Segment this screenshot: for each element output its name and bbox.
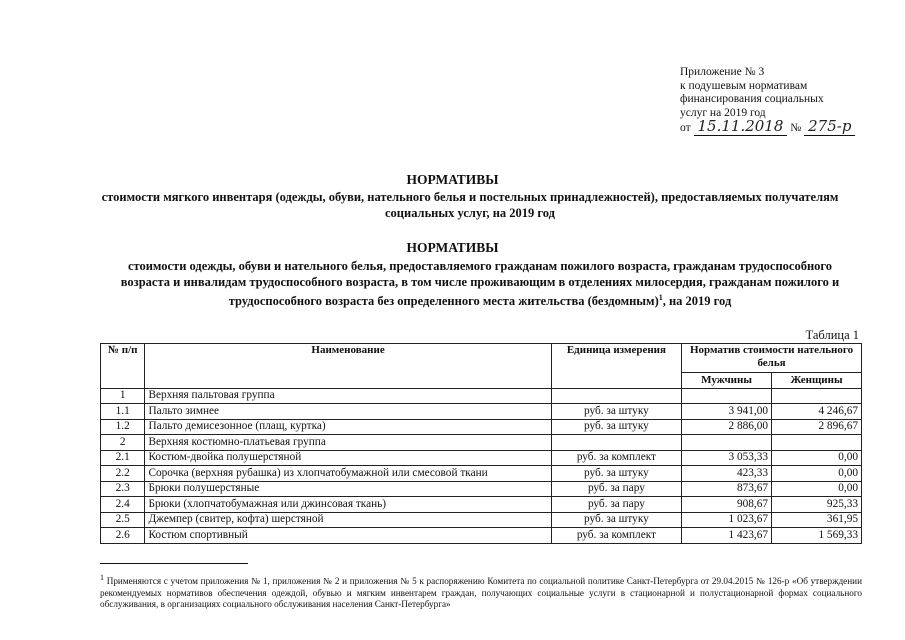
cell-unit: руб. за пару bbox=[551, 481, 681, 497]
number-prefix: № bbox=[790, 122, 802, 134]
footnote-divider bbox=[100, 563, 248, 564]
cell-men: 1 423,67 bbox=[682, 528, 772, 544]
section-subtitle-tail: , на 2019 год bbox=[662, 294, 732, 309]
table-row bbox=[101, 466, 862, 482]
cell-women: 0,00 bbox=[772, 466, 862, 482]
cell-women bbox=[772, 435, 862, 451]
cell-unit: руб. за штуку bbox=[551, 466, 681, 482]
cell-unit: руб. за штуку bbox=[551, 512, 681, 528]
handwritten-number: 275-р bbox=[804, 117, 855, 136]
header-unit: Единица измерения bbox=[551, 344, 681, 389]
date-prefix: от bbox=[680, 122, 691, 134]
table-row bbox=[101, 404, 862, 420]
cell-unit bbox=[551, 388, 681, 404]
appendix-line: к подушевым нормативам bbox=[680, 79, 808, 92]
header-men: Мужчины bbox=[682, 373, 772, 389]
appendix-date-row bbox=[680, 117, 855, 136]
cell-women: 0,00 bbox=[772, 481, 862, 497]
cell-no: 2.5 bbox=[101, 512, 145, 528]
cell-unit: руб. за штуку bbox=[551, 404, 681, 420]
cell-women: 4 246,67 bbox=[772, 404, 862, 420]
cell-unit: руб. за комплект bbox=[551, 528, 681, 544]
footnote-text: Применяются с учетом приложения № 1, приложения № 2 и приложения № 5 к распоряжению Комитета по социальной политике Санкт-Петербурга от 29.04.2015 № 126-р «Об утверждении рекомендуемых нормативов обеспечения одеждой, обувью и мягким инвентарем граждан, получающих социальные услуги в стационарной и полустационарной формах социального обслуживания, в организациях социального обслуживания населения Санкт-Петербурга» bbox=[100, 576, 862, 610]
appendix-block bbox=[680, 66, 855, 136]
cell-men: 1 023,67 bbox=[682, 512, 772, 528]
appendix-line: услуг на 2019 год bbox=[680, 106, 766, 119]
table-row bbox=[101, 481, 862, 497]
header-no: № п/п bbox=[101, 344, 145, 389]
cell-name: Джемпер (свитер, кофта) шерстяной bbox=[145, 512, 551, 528]
footnote-ref: 1 bbox=[658, 293, 663, 302]
cell-men: 423,33 bbox=[682, 466, 772, 482]
cell-no: 2.6 bbox=[101, 528, 145, 544]
cell-men bbox=[682, 435, 772, 451]
main-subtitle: стоимости мягкого инвентаря (одежды, обуви, нательного белья и постельных принадлежностей), предоставляемых получателям социальных услуг, на 2019 год bbox=[101, 190, 839, 220]
cell-name: Костюм-двойка полушерстяной bbox=[145, 450, 551, 466]
table-header-row bbox=[101, 344, 862, 373]
table-row bbox=[101, 512, 862, 528]
cell-no: 2.3 bbox=[101, 481, 145, 497]
table-row bbox=[101, 419, 862, 435]
cell-no: 2.1 bbox=[101, 450, 145, 466]
table-row bbox=[101, 497, 862, 513]
cell-men: 2 886,00 bbox=[682, 419, 772, 435]
cell-name: Верхняя костюмно-платьевая группа bbox=[145, 435, 551, 451]
cell-no: 2.2 bbox=[101, 466, 145, 482]
cell-name: Брюки (хлопчатобумажная или джинсовая ткань) bbox=[145, 497, 551, 513]
table-row bbox=[101, 435, 862, 451]
cell-name: Брюки полушерстяные bbox=[145, 481, 551, 497]
cell-name: Пальто зимнее bbox=[145, 404, 551, 420]
cell-name: Сорочка (верхняя рубашка) из хлопчатобумажной или смесовой ткани bbox=[145, 466, 551, 482]
handwritten-date: 15.11.2018 bbox=[694, 117, 788, 136]
header-norm: Норматив стоимости нательного белья bbox=[682, 344, 862, 373]
appendix-line: финансирования социальных bbox=[680, 93, 824, 105]
cell-name: Пальто демисезонное (плащ, куртка) bbox=[145, 419, 551, 435]
cell-men: 908,67 bbox=[682, 497, 772, 513]
appendix-line: Приложение № 3 bbox=[680, 66, 765, 78]
section-subtitle bbox=[120, 258, 840, 309]
cell-men: 3 941,00 bbox=[682, 404, 772, 420]
footnote-marker: 1 bbox=[100, 573, 104, 582]
cell-no: 2.4 bbox=[101, 497, 145, 513]
cell-women: 1 569,33 bbox=[772, 528, 862, 544]
section-title: НОРМАТИВЫ bbox=[406, 240, 499, 255]
cell-women: 0,00 bbox=[772, 450, 862, 466]
cell-name: Костюм спортивный bbox=[145, 528, 551, 544]
header-women: Женщины bbox=[772, 373, 862, 389]
cell-women: 361,95 bbox=[772, 512, 862, 528]
cell-men: 3 053,33 bbox=[682, 450, 772, 466]
cell-unit: руб. за штуку bbox=[551, 419, 681, 435]
norms-table bbox=[100, 343, 862, 544]
cell-no: 1.2 bbox=[101, 419, 145, 435]
table-row bbox=[101, 528, 862, 544]
cell-unit: руб. за пару bbox=[551, 497, 681, 513]
table-row bbox=[101, 388, 862, 404]
cell-unit: руб. за комплект bbox=[551, 450, 681, 466]
cell-no: 2 bbox=[101, 435, 145, 451]
cell-no: 1 bbox=[101, 388, 145, 404]
footnote bbox=[100, 572, 862, 611]
table-row bbox=[101, 450, 862, 466]
section-subtitle-text: стоимости одежды, обуви и нательного белья, предоставляемого гражданам пожилого возраста, гражданам трудоспособного возраста и инвалидам трудоспособного возраста, в том числе проживающим в отделениях милосердия, гражданам пожилого и трудоспособного возраста без определенного места жительства (бездомным) bbox=[120, 259, 840, 309]
table-label: Таблица 1 bbox=[805, 328, 859, 342]
main-title: НОРМАТИВЫ bbox=[406, 172, 499, 187]
cell-women bbox=[772, 388, 862, 404]
cell-men bbox=[682, 388, 772, 404]
cell-women: 2 896,67 bbox=[772, 419, 862, 435]
cell-unit bbox=[551, 435, 681, 451]
header-name: Наименование bbox=[145, 344, 551, 389]
cell-women: 925,33 bbox=[772, 497, 862, 513]
cell-no: 1.1 bbox=[101, 404, 145, 420]
cell-men: 873,67 bbox=[682, 481, 772, 497]
cell-name: Верхняя пальтовая группа bbox=[145, 388, 551, 404]
